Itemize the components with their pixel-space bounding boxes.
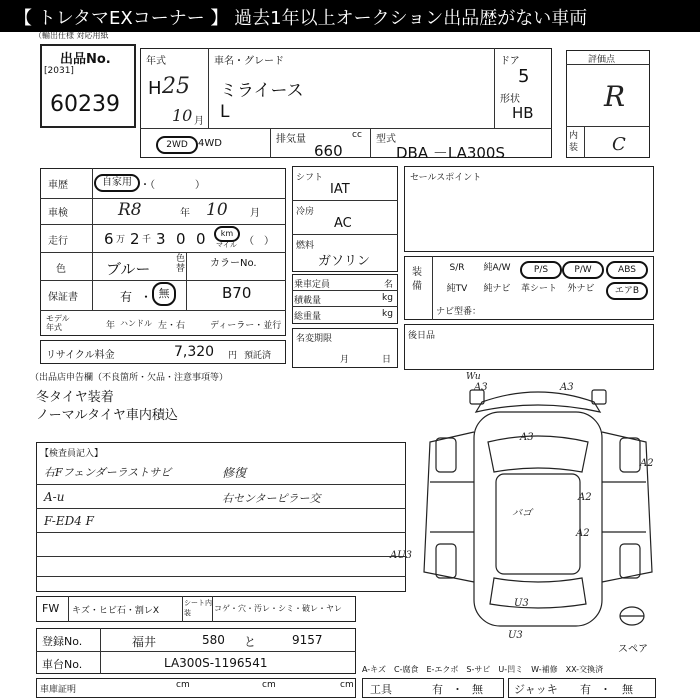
- navi-model: ナビ型番：: [436, 307, 482, 317]
- inspection-month-unit: 月: [250, 208, 260, 219]
- displacement-value: 660: [314, 142, 343, 160]
- mark-u3-2: U3: [508, 630, 523, 641]
- recycle-label: リサイクル料金: [46, 350, 115, 361]
- mark-a3-2: A3: [560, 382, 574, 393]
- warranty-no: 無: [152, 282, 176, 306]
- recycle-unit: 円: [228, 351, 238, 361]
- model-year-label: モデル年式: [46, 314, 70, 332]
- mark-a2-2: A2: [578, 492, 592, 503]
- fuel-label: 燃料: [296, 241, 315, 251]
- tools-dot: ・: [452, 683, 463, 696]
- jack-no: 無: [622, 683, 633, 696]
- equipment-item: 純TV: [446, 284, 468, 294]
- inspector-label: 【検査員記入】: [40, 449, 104, 459]
- equipment-label: 装備: [412, 267, 422, 292]
- lot-label: 出品No.: [60, 52, 111, 67]
- history-rest: ・（ ）: [140, 180, 205, 191]
- mileage-u2: 千: [142, 235, 152, 245]
- damage-legend: A-キズ C-腐食 E-エクボ S-サビ U-凹ミ W-補修 XX-交換済: [362, 665, 604, 674]
- tools-label: 工具: [370, 683, 392, 696]
- mark-spare: スペア: [618, 644, 648, 655]
- equipment-item: 純A/W: [483, 263, 511, 273]
- handle-options: 左・右: [158, 321, 186, 331]
- score-value: R: [604, 80, 626, 113]
- warranty-yes: 有: [120, 290, 133, 304]
- expiry-label: 名変期限: [296, 334, 333, 344]
- mark-a3-3: A3: [520, 432, 534, 443]
- shift-value: IAT: [330, 182, 350, 197]
- inspection-year-unit: 年: [180, 208, 190, 219]
- fw-label: FW: [42, 602, 60, 615]
- mileage-d2: 2: [130, 230, 140, 248]
- year-era: H: [148, 78, 162, 99]
- inspection-label: 車検: [48, 208, 68, 219]
- mileage-label: 走行: [48, 236, 68, 247]
- lot-corner: [2031]: [44, 66, 74, 76]
- mileage-d3: 3: [156, 230, 166, 248]
- load-label: 積載量: [294, 296, 322, 306]
- shift-label: シフト: [296, 173, 324, 183]
- mark-a2-3: A2: [576, 528, 590, 539]
- car-damage-diagram: [412, 372, 664, 642]
- mark-wu: Wu: [466, 372, 481, 382]
- month-unit: 月: [194, 116, 204, 127]
- expiry-unit: 月: [340, 355, 350, 365]
- load-unit: kg: [382, 293, 393, 303]
- name-label: 車名・グレード: [214, 56, 284, 67]
- chassis-label: 車台No.: [42, 658, 83, 671]
- color-code-label: カラーNo.: [210, 258, 257, 269]
- recycle-status: 預託済: [244, 351, 272, 361]
- seat-label: シート内装: [184, 599, 212, 617]
- seat-text: コゲ・穴・汚レ・シミ・破レ・ヤレ: [214, 604, 342, 613]
- mark-a3-1: A3: [474, 382, 488, 393]
- jack-dot: ・: [600, 683, 611, 696]
- shape-value: HB: [512, 104, 534, 122]
- cert-unit-2: cm: [262, 680, 276, 690]
- note-2: A-u: [44, 490, 65, 504]
- equipment-item: エアB: [606, 282, 648, 300]
- type-value: DBA －LA300S: [396, 144, 505, 162]
- note-1: 右Fフェンダーラストサビ: [44, 466, 172, 479]
- banner-text: 【 トレタマEXコーナー 】 過去1年以上オークション出品歴がない車両: [14, 8, 588, 29]
- cert-unit-3: cm: [340, 680, 354, 690]
- recycle-value: 7,320: [174, 344, 215, 360]
- handle-label: ハンドル: [120, 319, 152, 328]
- tools-no: 無: [472, 683, 483, 696]
- history-label: 車歴: [48, 180, 68, 191]
- fuel-value: ガソリン: [318, 254, 371, 269]
- mark-au3: AU3: [390, 550, 413, 561]
- score-label: 評価点: [588, 55, 616, 65]
- weight-label: 総重量: [294, 312, 322, 322]
- mileage-d5: 0: [196, 230, 206, 248]
- mark-u3-1: U3: [514, 598, 529, 609]
- color-label: 色: [56, 264, 66, 275]
- cert-unit-1: cm: [176, 680, 190, 690]
- displacement-label: 排気量: [276, 134, 306, 145]
- jack-label: ジャッキ: [514, 683, 558, 696]
- dealer-options: ディーラー・並行: [210, 321, 282, 331]
- interior-value: C: [612, 134, 626, 155]
- declaration-line2: ノーマルタイヤ車内積込: [36, 408, 178, 423]
- ac-value: AC: [334, 216, 352, 231]
- equipment-item: ABS: [606, 261, 648, 279]
- grade: L: [220, 102, 230, 122]
- mileage-unit-mile: マイル: [216, 241, 237, 249]
- lot-number: 60239: [50, 92, 120, 117]
- note-4: 修復: [222, 466, 247, 480]
- equipment-item: S/R: [449, 263, 465, 273]
- aftermarket-box: [404, 324, 654, 370]
- note-5: 右センターピラー交: [222, 492, 321, 505]
- inspection-month: 10: [206, 200, 228, 220]
- registration-number: 9157: [292, 633, 323, 647]
- color-code: B70: [222, 284, 252, 302]
- mileage-d1: 6: [104, 230, 114, 248]
- year-label: 年式: [146, 56, 166, 67]
- equipment-item: 外ナビ: [567, 284, 595, 294]
- inspection-value: R8: [118, 200, 142, 220]
- mark-bago: バゴ: [512, 508, 532, 519]
- history-private: 自家用: [94, 174, 140, 192]
- mileage-u1: 万: [116, 235, 126, 245]
- tools-yes: 有: [432, 683, 443, 696]
- color-value: ブルー: [106, 260, 151, 278]
- registration-area: 福井: [132, 635, 157, 649]
- declaration-line1: 冬タイヤ装着: [36, 390, 114, 405]
- mileage-d4: 0: [176, 230, 186, 248]
- doors-value: 5: [518, 66, 530, 87]
- jack-yes: 有: [580, 683, 591, 696]
- equipment-item: P/W: [562, 261, 604, 279]
- note-3: F-ED4 F: [44, 514, 94, 528]
- year-value: 25: [162, 74, 190, 99]
- capacity-label: 乗車定員: [294, 280, 331, 290]
- cert-box: [36, 678, 356, 698]
- color-change-label: 色替: [176, 254, 186, 274]
- weight-unit: kg: [382, 309, 393, 319]
- equipment-item: 革シート: [520, 284, 557, 294]
- expiry-day: 日: [382, 355, 392, 365]
- displacement-unit: cc: [352, 130, 362, 140]
- month-value: 10: [172, 106, 193, 125]
- sales-points-label: セールスポイント: [410, 173, 482, 183]
- top-partial-text: （輸出仕様 対応用紙: [34, 31, 109, 40]
- doors-label: ドア: [500, 56, 520, 67]
- model-year-unit: 年: [106, 321, 116, 331]
- drive-4wd: 4WD: [198, 138, 222, 149]
- registration-kana: と: [244, 635, 257, 649]
- cert-label: 車庫証明: [40, 685, 77, 695]
- drive-2wd: 2WD: [156, 136, 198, 154]
- type-label: 型式: [376, 134, 396, 145]
- equipment-item: P/S: [520, 261, 562, 279]
- interior-label: 内装: [569, 131, 579, 153]
- equipment-item: 純ナビ: [483, 284, 511, 294]
- registration-label: 登録No.: [42, 635, 83, 648]
- model-name: ミライース: [220, 81, 304, 101]
- fw-text: キズ・ヒビ石・割レX: [72, 606, 159, 616]
- mark-a2-1: A2: [640, 458, 654, 469]
- declaration-label: （出品店申告欄（不良箇所・欠品・注意事項等）: [30, 373, 229, 383]
- mileage-unit-km: km: [214, 226, 240, 242]
- warranty-label: 保証書: [48, 292, 78, 303]
- ac-label: 冷房: [296, 207, 315, 217]
- warranty-dot: ・: [140, 290, 153, 304]
- shape-label: 形状: [500, 94, 520, 105]
- chassis-value: LA300S-1196541: [164, 656, 268, 670]
- registration-class: 580: [202, 633, 225, 647]
- aftermarket-label: 後日品: [408, 331, 436, 341]
- mileage-suffix: （ ）: [244, 236, 274, 247]
- capacity-unit: 名: [384, 280, 394, 290]
